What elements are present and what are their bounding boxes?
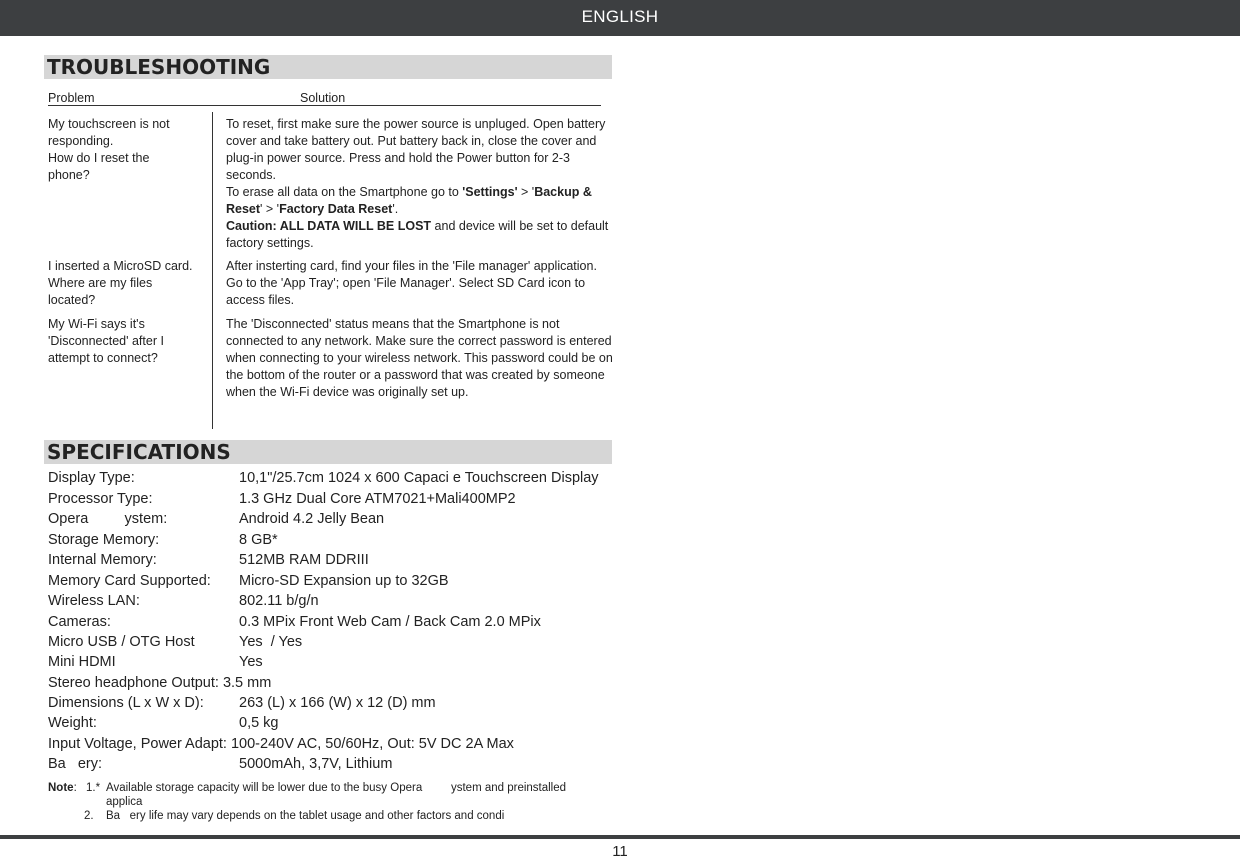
spec-label: Storage Memory: xyxy=(48,531,160,548)
solution-microsd: After insterting card, find your files in the 'File manager' application. Go to the 'App Tray'; open 'File Manager'. Select SD Card icon to access files. xyxy=(226,259,597,307)
spec-label: Processor Type: xyxy=(48,490,153,507)
spec-row xyxy=(48,754,392,774)
spec-label: Opera ystem: xyxy=(48,511,168,527)
spec-row xyxy=(48,612,541,632)
spec-label: Input Voltage, Power Adapt: 100-240V AC, 50/60Hz, Out: 5V DC 2A Max xyxy=(48,735,514,752)
note-colon: : xyxy=(73,782,77,794)
spec-row xyxy=(48,693,436,713)
spec-label: Ba ery: xyxy=(48,756,102,772)
spec-label: Wireless LAN: xyxy=(48,593,140,609)
spec-label: Dimensions (L x W x D): xyxy=(48,695,204,711)
spec-value: Yes xyxy=(239,654,263,670)
spec-row xyxy=(48,652,263,672)
note-2-number: 2. xyxy=(84,810,94,822)
separator: > ' xyxy=(517,185,535,199)
separator: '. xyxy=(392,202,399,216)
note-1-text: Available storage capacity will be lower due to the busy Opera ystem and preinstalled xyxy=(106,782,567,794)
spec-value: Micro-SD Expansion up to 32GB xyxy=(239,572,449,589)
spec-value: 8 GB* xyxy=(239,531,278,548)
erase-intro: To erase all data on the Smartphone go to xyxy=(226,185,463,199)
separator: ' > ' xyxy=(260,202,280,216)
settings-ref: 'Settings' xyxy=(462,185,518,199)
spec-value: 0.3 MPix Front Web Cam / Back Cam 2.0 MPix xyxy=(239,613,541,630)
spec-value: 10,1"/25.7cm 1024 x 600 Capaci e Touchscreen Display xyxy=(239,470,599,486)
spec-value: 512MB RAM DDRIII xyxy=(239,552,369,568)
backup-reset-ref: Backup & Reset xyxy=(226,185,592,216)
spec-value: 802.11 b/g/n xyxy=(239,593,319,609)
note-heading xyxy=(48,782,77,795)
caution-bold: Caution: ALL DATA WILL BE LOST xyxy=(226,219,432,233)
column-header-solution: Solution xyxy=(300,91,346,105)
language-label: ENGLISH xyxy=(581,7,659,26)
caution-text xyxy=(226,218,616,252)
spec-value: Yes / Yes xyxy=(239,634,303,650)
spec-row xyxy=(48,734,514,754)
language-header xyxy=(0,0,1240,36)
spec-label: Weight: xyxy=(48,715,97,731)
caution-rest: and device will be set to default factory settings. xyxy=(226,219,609,250)
spec-label: Stereo headphone Output: 3.5 mm xyxy=(48,674,272,691)
troubleshooting-table-header xyxy=(48,90,601,106)
problem-microsd: I inserted a MicroSD card. Where are my files located? xyxy=(48,259,193,307)
spec-row xyxy=(48,489,516,509)
column-header-problem: Problem xyxy=(48,91,95,105)
spec-value: 0,5 kg xyxy=(239,715,279,731)
specifications-heading: SPECIFICATIONS xyxy=(44,440,612,464)
spec-row xyxy=(48,530,278,550)
note-label: Note xyxy=(48,782,74,794)
spec-row xyxy=(48,632,302,652)
spec-label: Micro USB / OTG Host xyxy=(48,634,195,650)
solution-erase-text xyxy=(226,184,616,218)
spec-label: Memory Card Supported: xyxy=(48,572,211,589)
spec-value: 5000mAh, 3,7V, Lithium xyxy=(239,756,393,772)
spec-row xyxy=(48,550,369,570)
problem-wifi: My Wi-Fi says it's 'Disconnected' after I attempt to connect? xyxy=(48,317,164,365)
footer-rule xyxy=(0,835,1240,839)
spec-value: 263 (L) x 166 (W) x 12 (D) mm xyxy=(239,695,436,711)
solution-wifi: The 'Disconnected' status means that the Smartphone is not connected to any network. Make sure the correct password is entered when connecting to your wireless network. This password could be on the bottom of the router or a password that was created by someone when the Wi-Fi device was originally set up. xyxy=(226,317,613,399)
spec-row xyxy=(48,591,319,611)
spec-row xyxy=(48,713,279,733)
spec-label: Mini HDMI xyxy=(48,654,116,670)
table-column-divider xyxy=(212,112,213,429)
spec-label: Cameras: xyxy=(48,613,111,630)
problem-touchscreen: My touchscreen is not responding. How do I reset the phone? xyxy=(48,117,170,182)
spec-row xyxy=(48,509,384,529)
page-number: 11 xyxy=(612,843,628,860)
spec-label: Internal Memory: xyxy=(48,552,157,568)
note-1-number: 1.* xyxy=(86,782,101,794)
note-1-continued: applica xyxy=(106,796,143,808)
solution-touchscreen xyxy=(226,116,616,252)
spec-row xyxy=(48,468,599,488)
spec-value: Android 4.2 Jelly Bean xyxy=(239,511,385,527)
troubleshooting-heading: TROUBLESHOOTING xyxy=(44,55,612,79)
note-2-text: Ba ery life may vary depends on the tablet usage and other factors and condi xyxy=(106,810,505,822)
spec-row xyxy=(48,571,449,591)
factory-reset-ref: Factory Data Reset xyxy=(279,202,393,216)
spec-label: Display Type: xyxy=(48,470,135,486)
solution-reset-text: To reset, first make sure the power source is unpluged. Open battery cover and take battery out. Put battery back in, close the cover and plug-in power source. Press and hold the Power button for 2-3 seconds. xyxy=(226,117,606,182)
spec-value: 1.3 GHz Dual Core ATM7021+Mali400MP2 xyxy=(239,490,516,507)
spec-row xyxy=(48,673,271,693)
